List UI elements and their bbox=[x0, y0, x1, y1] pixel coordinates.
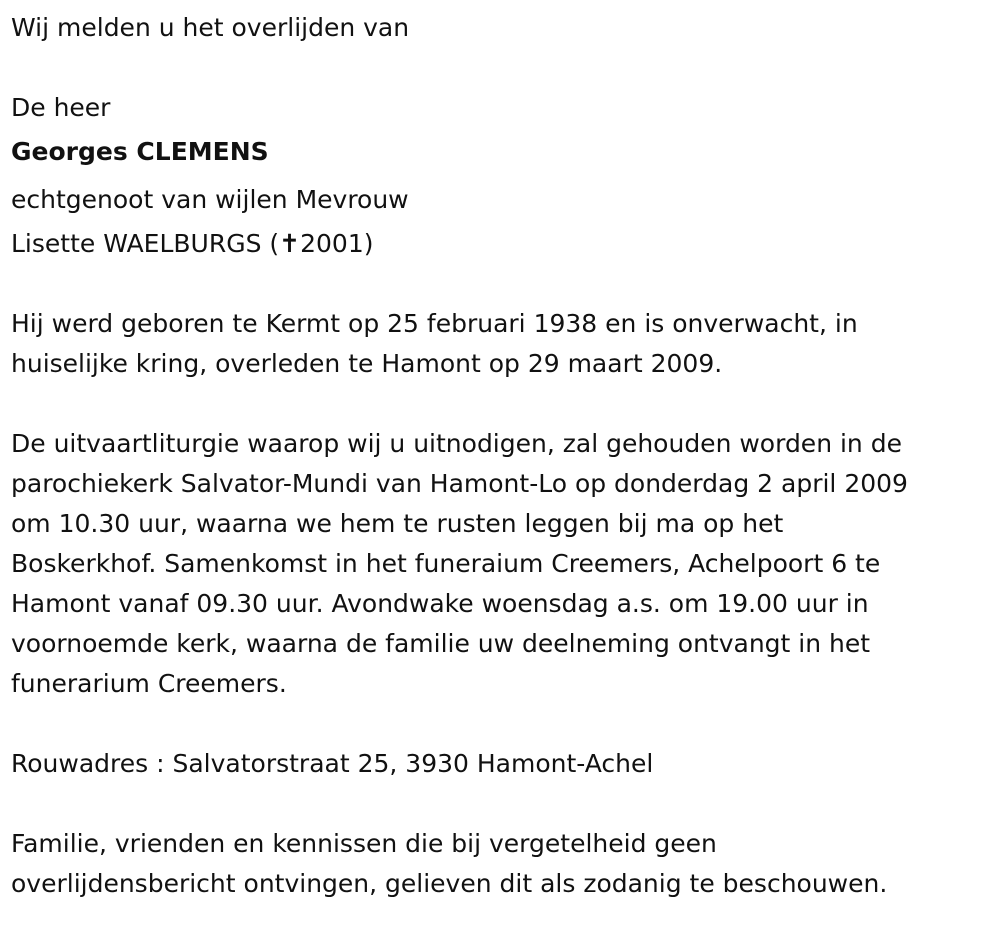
birth-death-line: huiselijke kring, overleden te Hamont op 29 maart 2009. bbox=[11, 349, 723, 378]
ceremony-line: om 10.30 uur, waarna we hem te rusten leggen bij ma op het bbox=[11, 509, 784, 538]
closing-line: Familie, vrienden en kennissen die bij vergetelheid geen bbox=[11, 829, 717, 858]
spacer bbox=[11, 384, 1000, 424]
relation-line-2: Lisette WAELBURGS (✝2001) bbox=[11, 229, 374, 258]
birth-death-line: Hij werd geboren te Kermt op 25 februari 1938 en is onverwacht, in bbox=[11, 309, 858, 338]
ceremony-line: funerarium Creemers. bbox=[11, 669, 287, 698]
honorific: De heer bbox=[11, 93, 111, 122]
deceased-name: Georges CLEMENS bbox=[11, 137, 269, 166]
mourning-address: Rouwadres : Salvatorstraat 25, 3930 Hamont-Achel bbox=[11, 749, 654, 778]
spacer bbox=[11, 704, 1000, 744]
ceremony-line: Boskerkhof. Samenkomst in het funeraium Creemers, Achelpoort 6 te bbox=[11, 549, 881, 578]
ceremony-line: parochiekerk Salvator-Mundi van Hamont-Lo op donderdag 2 april 2009 bbox=[11, 469, 908, 498]
spacer bbox=[11, 48, 1000, 88]
spacer bbox=[11, 784, 1000, 824]
ceremony-line: Hamont vanaf 09.30 uur. Avondwake woensdag a.s. om 19.00 uur in bbox=[11, 589, 869, 618]
ceremony-line: voornoemde kerk, waarna de familie uw deelneming ontvangt in het bbox=[11, 629, 871, 658]
intro-text: Wij melden u het overlijden van bbox=[11, 13, 410, 42]
closing-line: overlijdensbericht ontvingen, gelieven dit als zodanig te beschouwen. bbox=[11, 869, 888, 898]
relation-line-1: echtgenoot van wijlen Mevrouw bbox=[11, 185, 409, 214]
spacer bbox=[11, 264, 1000, 304]
ceremony-line: De uitvaartliturgie waarop wij u uitnodigen, zal gehouden worden in de bbox=[11, 429, 902, 458]
